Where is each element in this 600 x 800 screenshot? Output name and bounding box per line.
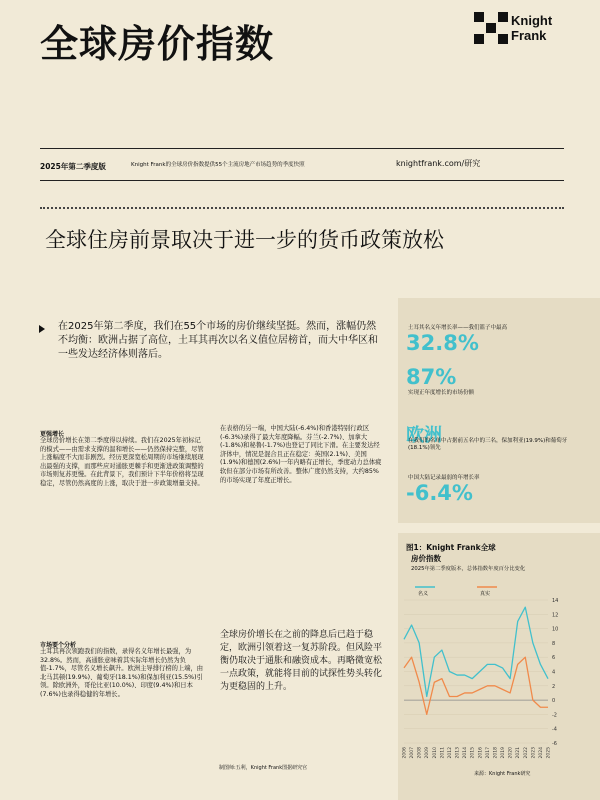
x-tick-label: 2021 [516, 747, 522, 759]
x-tick-label: 2007 [410, 747, 416, 759]
headline: 全球住房前景取决于进一步的货币政策放松 [45, 228, 444, 252]
pull-quote: 全球房价增长在之前的降息后已趋于稳定，欧洲引领着这一复苏阶段。但风险平衡仍取决于通胀和融资成本。再略微宽松一点政策，就能将目前的试探性势头转化为更稳固的上升。 [220, 630, 383, 692]
stat-4-value: -6.4% [406, 481, 473, 505]
figure-title-line-1: 图1：Knight Frank全球 [406, 543, 496, 552]
section-1-text: 全球房价增长在第二季度得以持续。我们在2025年初标记的模式——由需求支撑的温和增长——仍然保持完整，尽管上涨幅度不大而非剧烈。经历更深宽松周期的市场继续展现出最强的支撑，而那些应对通胀更棘手和更渐进政策调整的市场则复苏更慢。在此背景下，我们预计下半年价格将呈现稳定，尽管仍然高度的上涨，取决于进一步政策增量支持。 [40, 437, 204, 487]
photo-credit: 制图师:五利，Knight Frank图据研究官 [219, 765, 308, 771]
section-1-heading: 更强增长 [40, 431, 65, 438]
tagline: Knight Frank的全球房价指数提供55个主流房地产市场趋势的季度快照 [131, 162, 305, 168]
logo-line-2: Frank [511, 28, 547, 43]
legend-nominal-label: 名义 [418, 591, 429, 597]
x-tick-label: 2009 [425, 747, 431, 759]
figure-source: 来源：Knight Frank研究 [474, 771, 531, 777]
y-tick-label: -4 [552, 726, 557, 733]
figure-title [406, 542, 496, 564]
stat-3-value: 欧洲 [406, 425, 442, 446]
x-tick-label: 2011 [440, 747, 446, 759]
figure-subtitle: 2025年第二季度版本，总体指数年度百分比变化 [411, 566, 526, 572]
stat-4-label: 中国大陆记录最弱的年增长率 [408, 475, 480, 481]
y-tick-label: 8 [552, 640, 556, 647]
x-tick-label: 2024 [538, 747, 544, 759]
page-title: 全球房价指数 [40, 22, 275, 66]
stat-2-label: 实现正年度增长的市场份额 [408, 390, 475, 396]
knight-frank-logo-icon [474, 12, 508, 44]
lead-bullet-icon [39, 325, 45, 333]
stat-1-value: 32.8% [406, 331, 479, 355]
y-tick-label: 12 [552, 612, 559, 619]
x-tick-label: 2006 [402, 747, 408, 759]
section-3-heading: 市场要个分析 [40, 642, 77, 649]
series-line-nominal [404, 607, 548, 696]
y-tick-label: 14 [552, 598, 559, 604]
lead-paragraph: 在2025年第二季度，我们在55个市场的房价继续坚挺。然而，涨幅仍然不均衡：欧洲占据了高位，土耳其再次以名义值位居榜首，而大中华区和一些发达经济体则落后。 [58, 321, 378, 360]
x-tick-label: 2016 [478, 747, 484, 759]
header-divider [40, 148, 564, 149]
y-tick-label: 6 [552, 655, 556, 662]
header-divider-bottom [40, 180, 564, 181]
stat-1-label: 土耳其名义年增长率——我们篮子中最高 [408, 325, 508, 331]
x-tick-label: 2013 [455, 747, 461, 759]
x-tick-label: 2014 [463, 747, 469, 759]
stat-3-label: 在我们的名单中占据前五名中的三名，保加利亚(19.9%)和葡萄牙(18.1%)领先 [408, 438, 568, 451]
legend-real-label: 真实 [480, 591, 491, 597]
figure-title-line-2: 房价指数 [411, 554, 441, 563]
x-tick-label: 2018 [493, 747, 499, 759]
y-tick-label: -2 [552, 712, 557, 719]
x-tick-label: 2023 [531, 747, 537, 759]
x-tick-label: 2010 [432, 747, 438, 759]
y-tick-label: 10 [552, 626, 559, 633]
x-tick-label: 2019 [501, 747, 507, 759]
section-2-text: 在表格的另一端，中国大陆(-6.4%)和香港特别行政区(-6.3%)录得了最大年度降幅。芬兰(-2.7%)、加拿大(-1.8%)和秘鲁(-1.7%)也登记了同比下滑。在主要发达经济体中，情况是混合且正在稳定：英国(2.1%)、美国(1.9%)和德国(2.6%)一年内略有正增长，季度动力总体疲软但在部分市场有所改善。整体广度仍然支持，大约85%的市场实现了年度正增长。 [220, 425, 382, 484]
x-tick-label: 2017 [485, 747, 491, 759]
x-tick-label: 2020 [508, 747, 514, 759]
x-tick-label: 2012 [447, 747, 453, 759]
dotted-divider [40, 207, 564, 209]
website-link[interactable]: knightfrank.com/研究 [396, 159, 481, 168]
x-tick-label: 2022 [523, 747, 529, 759]
logo-wordmark [511, 13, 552, 43]
y-tick-label: -6 [552, 741, 557, 747]
stat-2-value: 87% [406, 365, 457, 389]
section-3-text: 土耳其再次领跑我们的指数，录得名义年增长最强，为32.8%。然而，高通胀意味着其实际年增长仍然为负值-1.7%，尽管名义增长飙升。欧洲主导排行榜的上端，由北马其顿(19.9%)、葡萄牙(18.1%)和保加利亚(15.5%)引领。除欧洲外，哥伦比亚(10.0%)、印度(9.4%)和日本(7.6%)也录得稳健的年增长。 [40, 648, 204, 698]
logo-line-1: Knight [511, 13, 553, 28]
x-tick-label: 2008 [417, 747, 423, 759]
house-price-chart [398, 580, 568, 765]
y-tick-label: 2 [552, 683, 556, 690]
x-tick-label: 2015 [470, 747, 476, 759]
y-tick-label: 4 [552, 669, 556, 676]
edition-label: 2025年第二季度版 [40, 162, 106, 171]
x-tick-label: 2025 [546, 747, 552, 759]
y-tick-label: 0 [552, 698, 556, 705]
